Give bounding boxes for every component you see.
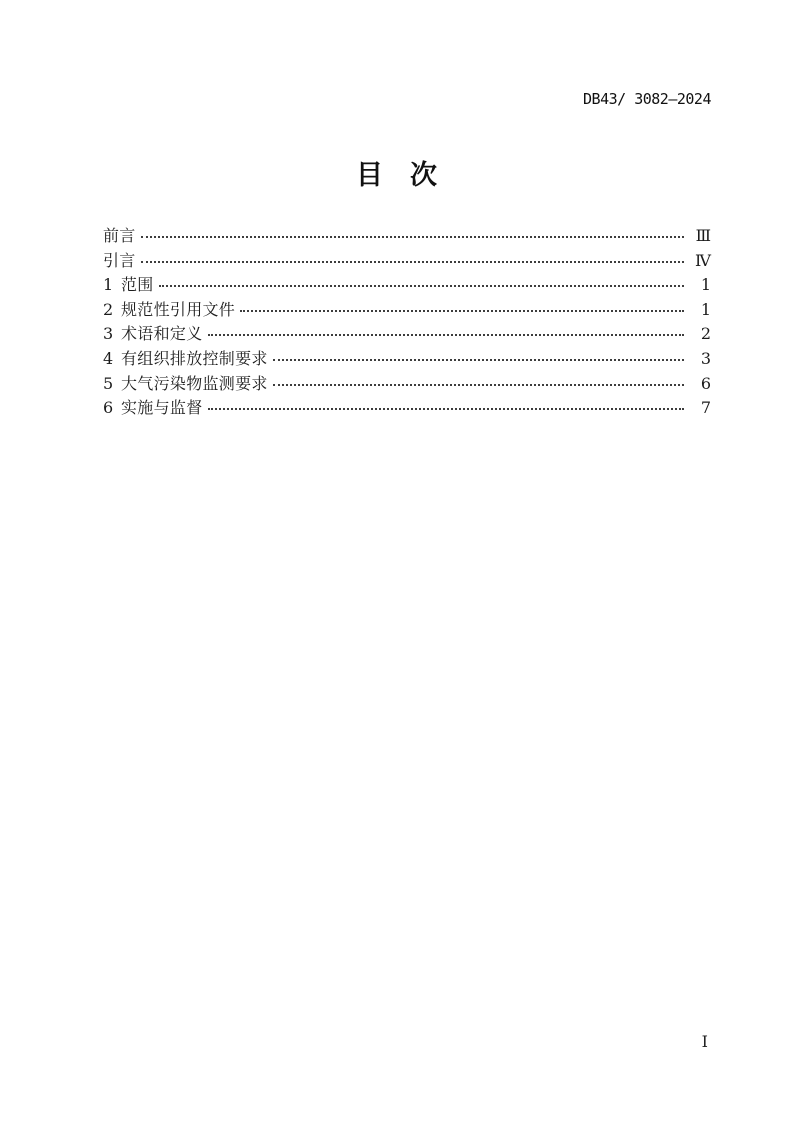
toc-entry-page: 6 [700,373,711,393]
toc-entry-page: 1 [700,299,711,319]
toc-entry-title: 前言 [103,228,136,245]
footer-page-number: I [701,1032,708,1051]
toc-dot-leader [273,359,684,361]
toc-entry-title: 范围 [121,277,154,295]
toc-entry [103,396,711,421]
toc-entry-title: 规范性引用文件 [121,301,236,319]
toc-entry-page: 2 [700,324,711,344]
toc-entry [103,372,711,397]
toc-dot-leader [159,285,684,287]
toc-entry-title: 术语和定义 [121,326,203,344]
toc-entry-number: 3 [103,324,114,344]
toc-entry-title: 有组织排放控制要求 [121,350,268,368]
page-title: 目 次 [356,160,437,190]
toc-entry-page: Ⅳ [695,250,711,270]
document-code: DB43/ 3082—2024 [583,90,711,108]
toc-entry-page: 7 [700,398,711,418]
toc-entry [103,249,711,274]
toc-entry-page: 3 [700,348,711,368]
toc-dot-leader [141,261,684,263]
toc-entry-number: 5 [103,373,114,393]
toc-entry-title: 大气污染物监测要求 [121,375,268,393]
toc-entry-number: 4 [103,348,114,368]
toc-entry-title: 引言 [103,252,136,270]
toc-entry [103,322,711,347]
toc-entry [103,224,711,249]
toc-dot-leader [208,408,684,410]
toc-entry-number: 2 [103,299,114,319]
toc-entry [103,298,711,323]
toc-entry-page: Ⅲ [695,226,711,245]
table-of-contents [103,224,711,421]
toc-dot-leader [240,310,684,312]
toc-entry [103,273,711,298]
toc-entry [103,347,711,372]
toc-entry-number: 1 [103,275,114,295]
toc-dot-leader [273,384,684,386]
toc-dot-leader [208,334,684,336]
toc-entry-title: 实施与监督 [121,400,203,418]
toc-entry-number: 6 [103,398,114,418]
toc-entry-page: 1 [700,275,711,295]
toc-dot-leader [141,236,684,238]
